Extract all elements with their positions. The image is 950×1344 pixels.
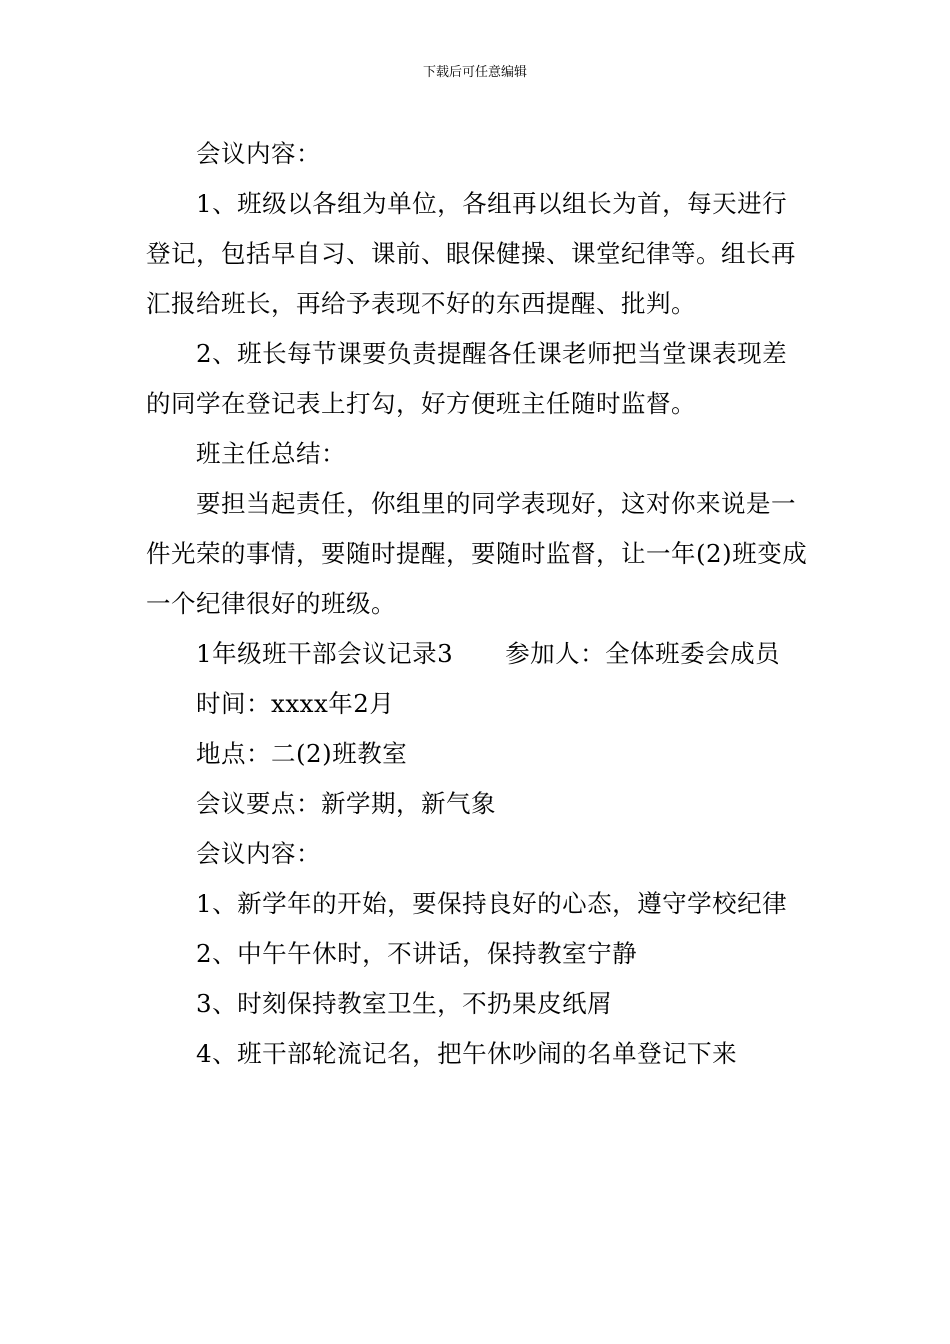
record-title: 1年级班干部会议记录3 [196, 639, 454, 668]
list-item-2: 2、中午午休时，不讲话，保持教室宁静 [196, 939, 638, 968]
section-heading-teacher-summary: 班主任总结： [196, 439, 346, 468]
list-item-1: 1、新学年的开始，要保持良好的心态，遵守学校纪律 [196, 889, 788, 918]
paragraph-item-1: 1、班级以各组为单位，各组再以组长为首，每天进行登记，包括早自习、课前、眼保健操、课堂纪律等。组长再汇报给班长，再给予表现不好的东西提醒、批判。 [146, 189, 796, 318]
paragraph-summary: 要担当起责任，你组里的同学表现好，这对你来说是一件光荣的事情，要随时提醒，要随时监督，让一年(2)班变成一个纪律很好的班级。 [146, 489, 808, 618]
paragraph-item-2: 2、班长每节课要负责提醒各任课老师把当堂课表现差的同学在登记表上打勾，好方便班主任随时监督。 [146, 339, 788, 418]
list-item-4: 4、班干部轮流记名，把午休吵闹的名单登记下来 [196, 1039, 738, 1068]
record-title-line [146, 629, 810, 679]
meeting-time: 时间：xxxx年2月 [196, 689, 395, 718]
meeting-key-points: 会议要点：新学期，新气象 [196, 789, 496, 818]
list-item-3: 3、时刻保持教室卫生，不扔果皮纸屑 [196, 989, 613, 1018]
section-heading-meeting-content: 会议内容： [196, 139, 321, 168]
section-heading-meeting-content-2: 会议内容： [196, 839, 321, 868]
attendees: 参加人：全体班委会成员 [505, 639, 781, 668]
meeting-location: 地点：二(2)班教室 [196, 739, 408, 768]
page-header-note: 下载后可任意编辑 [422, 65, 527, 80]
document-body [146, 129, 810, 1079]
